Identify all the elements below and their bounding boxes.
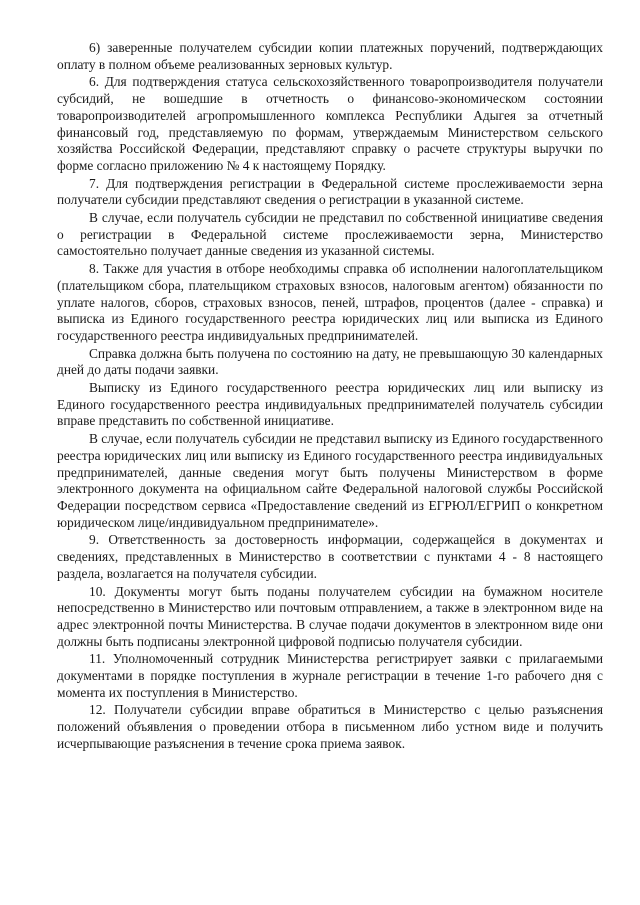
paragraph-7-grain-traceability: 7. Для подтверждения регистрации в Федеральной системе прослеживаемости зерна получатели субсидии представляют сведения о регистрации в указанной системе.: [57, 175, 603, 208]
paragraph-8-certificate-date: Справка должна быть получена по состоянию на дату, не превышающую 30 календарных дней до даты подачи заявки.: [57, 345, 603, 378]
paragraph-6-producer-status: 6. Для подтверждения статуса сельскохозяйственного товаропроизводителя получатели субсидий, не вошедшие в отчетность о финансово-экономическом состоянии товаропроизводителей агропромышленного комплекса Республики Адыгея за отчетный финансовый год, представляемую по формам, утверждаемым Министерством сельского хозяйства Российской Федерации, представляют справку о расчете структуры выручки по форме согласно приложению № 4 к настоящему Порядку.: [57, 74, 603, 173]
paragraph-10-document-submission: 10. Документы могут быть поданы получателем субсидии на бумажном носителе непосредственно в Министерство или почтовым отправлением, а также в электронном виде на адрес электронной почты Министерства. В случае подачи документов в электронном виде они должны быть подписаны электронной цифровой подписью получателя субсидии.: [57, 583, 603, 649]
paragraph-9-responsibility: 9. Ответственность за достоверность информации, содержащейся в документах и сведениях, представленных в Министерство в соответствии с пунктами 4 - 8 настоящего раздела, возлагается на получателя субсидии.: [57, 532, 603, 581]
paragraph-8-registry-extract: Выписку из Единого государственного реестра юридических лиц или выписку из Единого государственного реестра индивидуальных предпринимателей получатель субсидии вправе представить по собственной инициативе.: [57, 380, 603, 429]
paragraph-11-registration: 11. Уполномоченный сотрудник Министерства регистрирует заявки с прилагаемыми документами в порядке поступления в журнале регистрации в течение 1-го рабочего дня с момента их поступления в Министерство.: [57, 651, 603, 700]
document-body: [57, 40, 603, 754]
paragraph-12-clarifications: 12. Получатели субсидии вправе обратиться в Министерство с целью разъяснения положений объявления о проведении отбора в письменном либо устном виде и получить исчерпывающие разъяснения в течение срока приема заявок.: [57, 702, 603, 751]
paragraph-item-6-payment-orders: 6) заверенные получателем субсидии копии платежных поручений, подтверждающих оплату в полном объеме реализованных зерновых культур.: [57, 40, 603, 72]
paragraph-8-ministry-obtains-extract: В случае, если получатель субсидии не представил выписку из Единого государственного реестра юридических лиц или выписку из Единого государственного реестра индивидуальных предпринимателей, данные сведения могут быть получены Министерством в форме электронного документа на официальном сайте Федеральной налоговой службы Российской Федерации посредством сервиса «Предоставление сведений из ЕГРЮЛ/ЕГРИП о конкретном юридическом лице/индивидуальном предпринимателе».: [57, 431, 603, 530]
paragraph-8-tax-certificate: 8. Также для участия в отборе необходимы справка об исполнении налогоплательщиком (плательщиком сбора, плательщиком страховых взносов, налоговым агентом) обязанности по уплате налогов, сборов, страховых взносов, пеней, штрафов, процентов (далее - справка) и выписка из Единого государственного реестра юридических лиц или выписка из Единого государственного реестра индивидуальных предпринимателей.: [57, 261, 603, 343]
paragraph-7-ministry-obtains-data: В случае, если получатель субсидии не представил по собственной инициативе сведения о регистрации в Федеральной системе прослеживаемости зерна, Министерство самостоятельно получает данные сведения из указанной системы.: [57, 210, 603, 259]
